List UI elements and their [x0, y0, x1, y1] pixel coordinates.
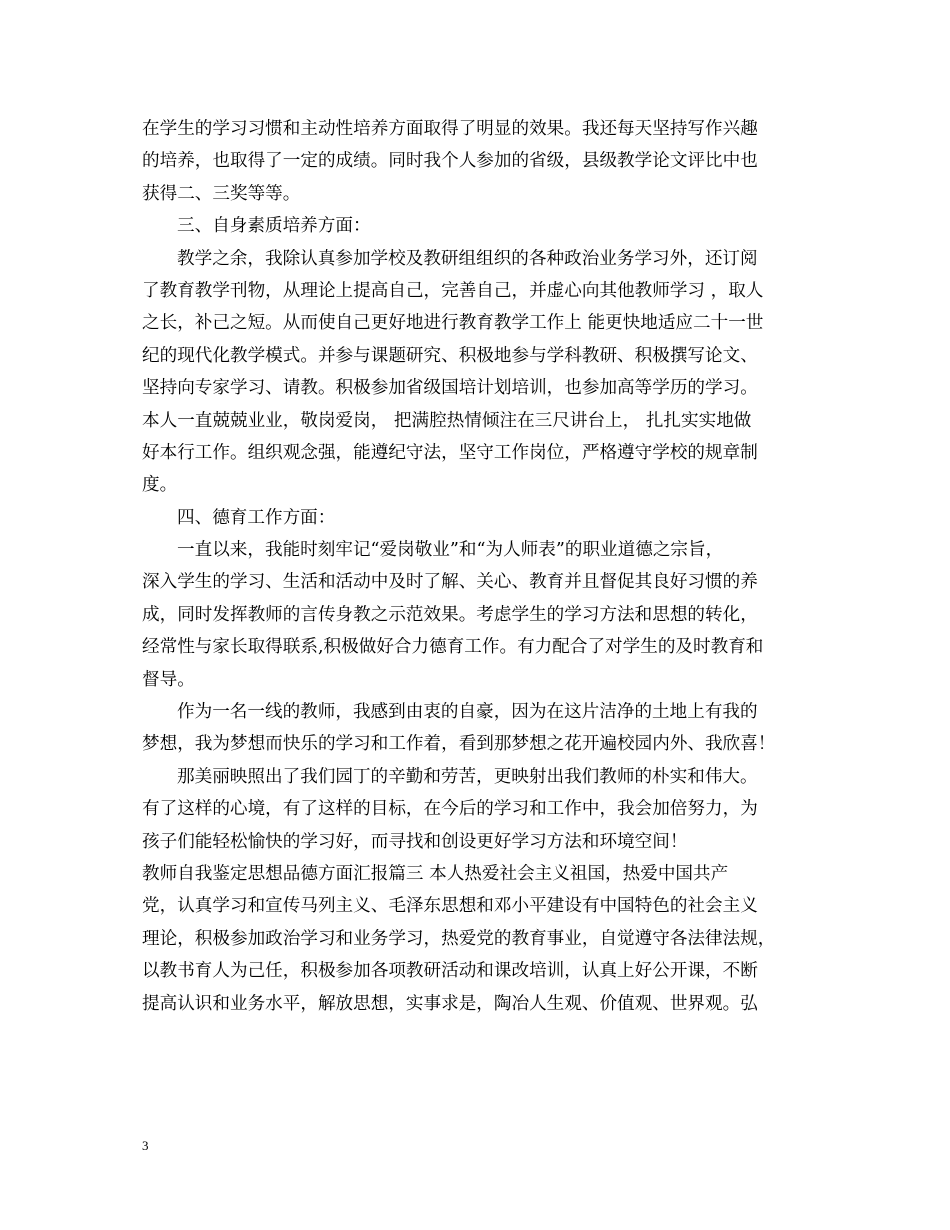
text-line: 提高认识和业务水平，解放思想，实事求是，陶冶人生观、价值观、世界观。弘 [142, 993, 758, 1014]
text-line: 梦想，我为梦想而快乐的学习和工作着，看到那梦想之花开遍校园内外、我欣喜！ [142, 734, 776, 755]
text-line: 督导。 [142, 669, 195, 690]
text-line: 本人一直兢兢业业，敬岗爱岗， 把满腔热情倾注在三尺讲台上， 扎扎实实地做 [142, 410, 752, 431]
text-line: 之长，补己之短。从而使自己更好地进行教育教学工作上 能更快地适应二十一世 [142, 313, 764, 334]
text-line: 了教育教学刊物，从理论上提高自己，完善自己，并虚心向其他教师学习 ，取人 [142, 280, 764, 301]
text-line: 党，认真学习和宣传马列主义、毛泽东思想和邓小平建设有中国特色的社会主义 [142, 896, 758, 917]
text-line: 坚持向专家学习、请教。积极参加省级国培计划培训，也参加高等学历的学习。 [142, 378, 758, 399]
body-text [142, 113, 822, 1020]
page-number: 3 [142, 1138, 149, 1153]
text-line: 有了这样的心境，有了这样的目标，在今后的学习和工作中，我会加倍努力，为 [142, 799, 758, 820]
section-heading: 三、自身素质培养方面： [177, 216, 371, 237]
text-line: 获得二、三奖等等。 [142, 183, 301, 204]
text-line: 教师自我鉴定思想品德方面汇报篇三 本人热爱社会主义祖国，热爱中国共产 [142, 863, 729, 884]
text-line: 以教书育人为己任，积极参加各项教研活动和课改培训，认真上好公开课，不断 [142, 961, 758, 982]
text-line: 的培养，也取得了一定的成绩。同时我个人参加的省级，县级教学论文评比中也 [142, 151, 758, 172]
text-line: 教学之余，我除认真参加学校及教研组组织的各种政治业务学习外，还订阅 [177, 248, 758, 269]
text-line: 深入学生的学习、生活和活动中及时了解、关心、教育并且督促其良好习惯的养 [142, 572, 758, 593]
section-heading: 四、德育工作方面： [177, 507, 336, 528]
text-line: 在学生的学习习惯和主动性培养方面取得了明显的效果。我还每天坚持写作兴趣 [142, 119, 758, 139]
text-line: 度。 [142, 475, 178, 496]
text-line: 一直以来，我能时刻牢记“爱岗敬业”和“为人师表”的职业道德之宗旨， [177, 540, 724, 561]
text-line: 成，同时发挥教师的言传身教之示范效果。考虑学生的学习方法和思想的转化， [142, 604, 758, 625]
text-line: 理论，积极参加政治学习和业务学习，热爱党的教育事业，自觉遵守各法律法规， [142, 928, 776, 949]
text-line: 纪的现代化教学模式。并参与课题研究、积极地参与学科教研、积极撰写论文、 [142, 345, 758, 366]
text-line: 经常性与家长取得联系,积极做好合力德育工作。有力配合了对学生的及时教育和 [142, 637, 764, 658]
text-line: 那美丽映照出了我们园丁的辛勤和劳苦，更映射出我们教师的朴实和伟大。 [177, 766, 758, 787]
text-line: 作为一名一线的教师，我感到由衷的自豪，因为在这片洁净的土地上有我的 [177, 702, 758, 723]
text-line: 好本行工作。组织观念强，能遵纪守法，坚守工作岗位，严格遵守学校的规章制 [142, 442, 758, 463]
text-line: 孩子们能轻松愉快的学习好，而寻找和创设更好学习方法和环境空间！ [142, 831, 688, 852]
